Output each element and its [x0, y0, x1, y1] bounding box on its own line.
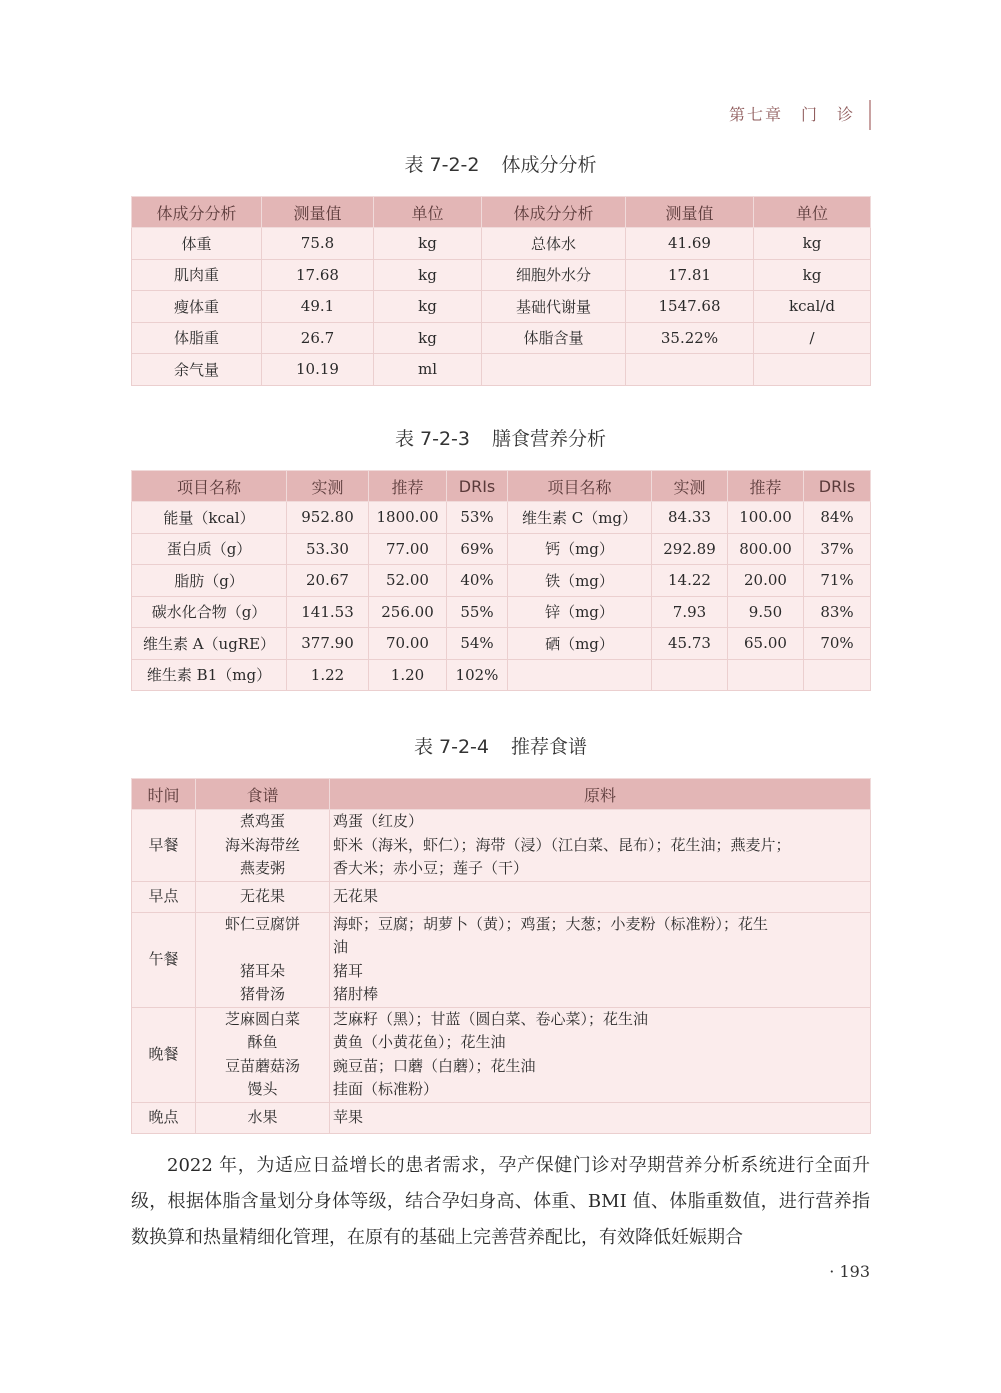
table-cell: 65.00: [728, 628, 804, 660]
table-cell: kg: [374, 228, 482, 260]
table-cell: 70.00: [369, 628, 447, 660]
table-cell: 41.69: [626, 228, 754, 260]
ingredient-line: 芝麻籽（黑）；甘蓝（圆白菜、卷心菜）；花生油: [333, 1009, 649, 1028]
ingredient-line: 猪肘棒: [333, 985, 379, 1003]
table-cell: 脂肪（g）: [132, 565, 287, 597]
table-cell: 17.81: [626, 259, 754, 291]
dish-name: 芝麻圆白菜: [224, 1009, 300, 1028]
ingredient-line: 海虾；豆腐；胡萝卜（黄）；鸡蛋；大葱；小麦粉（标准粉）；花生: [333, 914, 769, 933]
table-cell: 69%: [447, 533, 508, 565]
table-header-row: [132, 197, 871, 228]
column-header: 体成分分析: [482, 197, 626, 228]
table-cell: 54%: [447, 628, 508, 660]
table-cell: 256.00: [369, 596, 447, 628]
caption-label: 表 7-2-4: [413, 736, 489, 758]
table-cell: 952.80: [287, 502, 369, 534]
running-head: 第七章 门 诊: [729, 100, 871, 130]
table-caption-7-2-4: [0, 732, 1001, 759]
table-cell: 55%: [447, 596, 508, 628]
table-cell: 84%: [804, 502, 871, 534]
table-row: [132, 533, 871, 565]
dish-name: 煮鸡蛋: [239, 812, 285, 830]
table-cell: 26.7: [262, 322, 374, 354]
dishes-cell: [196, 1102, 330, 1133]
table-row: [132, 228, 871, 260]
table-row: [132, 565, 871, 597]
table-cell: [626, 354, 754, 386]
ingredient-line: 鸡蛋（红皮）: [333, 812, 424, 830]
table-cell: 71%: [804, 565, 871, 597]
table-cell: 锌（mg）: [508, 596, 652, 628]
table-cell: [728, 659, 804, 691]
table-cell: 292.89: [652, 533, 728, 565]
table-cell: kg: [754, 259, 871, 291]
dish-name: 无花果: [239, 886, 285, 905]
dish-name: 馒头: [247, 1080, 278, 1098]
column-header: 推荐: [369, 471, 447, 502]
ingredient-line: 挂面（标准粉）: [333, 1080, 439, 1098]
table-cell: 体脂重: [132, 322, 262, 354]
table-cell: 钙（mg）: [508, 533, 652, 565]
dish-name: 海米海带丝: [224, 835, 300, 854]
column-header: 实测: [287, 471, 369, 502]
column-header: 推荐: [728, 471, 804, 502]
ingredients-cell: [330, 1102, 871, 1133]
table-cell: 维生素 A（ugRE）: [132, 628, 287, 660]
dishes-cell: [196, 810, 330, 882]
table-cell: 40%: [447, 565, 508, 597]
ingredients-cell: [330, 810, 871, 882]
page-number: · 193: [829, 1262, 870, 1281]
table-cell: [754, 354, 871, 386]
table-cell: 52.00: [369, 565, 447, 597]
dishes-cell: [196, 881, 330, 912]
column-header: 单位: [754, 197, 871, 228]
table-caption-7-2-3: [0, 424, 1001, 451]
column-header: DRIs: [447, 471, 508, 502]
ingredients-cell: [330, 1007, 871, 1102]
table-cell: 53%: [447, 502, 508, 534]
ingredient-line: 无花果: [333, 886, 379, 905]
table-cell: 9.50: [728, 596, 804, 628]
caption-title: 推荐食谱: [511, 736, 588, 758]
dishes-cell: [196, 912, 330, 1007]
table-cell: kg: [374, 322, 482, 354]
table-cell: kg: [754, 228, 871, 260]
meal-time-cell: 早餐: [132, 810, 196, 882]
ingredient-line: 黄鱼（小黄花鱼）；花生油: [333, 1033, 506, 1051]
column-header: DRIs: [804, 471, 871, 502]
table-row: [132, 291, 871, 323]
table-row: [132, 810, 871, 882]
column-header: 测量值: [626, 197, 754, 228]
table-row: [132, 628, 871, 660]
ingredient-line: 猪耳: [333, 961, 364, 980]
table-cell: 维生素 B1（mg）: [132, 659, 287, 691]
column-header: 体成分分析: [132, 197, 262, 228]
ingredients-cell: [330, 881, 871, 912]
table-cell: 体重: [132, 228, 262, 260]
table-cell: 45.73: [652, 628, 728, 660]
meal-time-cell: 午餐: [132, 912, 196, 1007]
table-cell: 20.00: [728, 565, 804, 597]
column-header: 单位: [374, 197, 482, 228]
caption-label: 表 7-2-2: [404, 154, 480, 176]
recommended-recipe-table: [131, 778, 871, 1134]
caption-title: 体成分分析: [501, 154, 597, 176]
column-header: 项目名称: [132, 471, 287, 502]
table-cell: 硒（mg）: [508, 628, 652, 660]
table-cell: 14.22: [652, 565, 728, 597]
table-row: [132, 259, 871, 291]
table-cell: 37%: [804, 533, 871, 565]
meal-time-cell: 晚餐: [132, 1007, 196, 1102]
meal-time-cell: 晚点: [132, 1102, 196, 1133]
column-header: 实测: [652, 471, 728, 502]
table-cell: 基础代谢量: [482, 291, 626, 323]
table-cell: /: [754, 322, 871, 354]
table-cell: 碳水化合物（g）: [132, 596, 287, 628]
table-row: [132, 1007, 871, 1102]
table-cell: kcal/d: [754, 291, 871, 323]
table-row: [132, 322, 871, 354]
table-cell: 377.90: [287, 628, 369, 660]
table-cell: ml: [374, 354, 482, 386]
caption-label: 表 7-2-3: [394, 428, 470, 450]
table-cell: 84.33: [652, 502, 728, 534]
ingredient-line: 香大米；赤小豆；莲子（干）: [333, 859, 529, 877]
meal-time-cell: 早点: [132, 881, 196, 912]
column-header: 时间: [132, 779, 196, 810]
table-row: [132, 659, 871, 691]
table-cell: 20.67: [287, 565, 369, 597]
table-cell: [652, 659, 728, 691]
table-row: [132, 881, 871, 912]
table-cell: 77.00: [369, 533, 447, 565]
dish-name: 豆苗蘑菇汤: [224, 1056, 300, 1075]
table-cell: 1.20: [369, 659, 447, 691]
table-cell: 35.22%: [626, 322, 754, 354]
column-header: 食谱: [196, 779, 330, 810]
dishes-cell: [196, 1007, 330, 1102]
body-composition-table: [131, 196, 871, 386]
dish-name: 酥鱼: [247, 1033, 278, 1051]
column-header: 项目名称: [508, 471, 652, 502]
column-header: 测量值: [262, 197, 374, 228]
table-cell: [804, 659, 871, 691]
table-cell: kg: [374, 291, 482, 323]
table-cell: 瘦体重: [132, 291, 262, 323]
table-row: [132, 354, 871, 386]
table-cell: 100.00: [728, 502, 804, 534]
table-cell: 17.68: [262, 259, 374, 291]
table-row: [132, 1102, 871, 1133]
ingredient-line: 豌豆苗；口蘑（白蘑）；花生油: [333, 1056, 536, 1075]
table-cell: 维生素 C（mg）: [508, 502, 652, 534]
table-row: [132, 502, 871, 534]
table-cell: 细胞外水分: [482, 259, 626, 291]
dietary-nutrition-table: [131, 470, 871, 691]
ingredient-line: 苹果: [333, 1107, 364, 1126]
table-cell: 蛋白质（g）: [132, 533, 287, 565]
table-cell: [482, 354, 626, 386]
table-cell: 7.93: [652, 596, 728, 628]
table-cell: 1800.00: [369, 502, 447, 534]
dish-name: 水果: [247, 1107, 278, 1126]
table-cell: [508, 659, 652, 691]
table-caption-7-2-2: [0, 150, 1001, 177]
table-cell: 800.00: [728, 533, 804, 565]
dish-name: 燕麦粥: [239, 859, 285, 877]
table-cell: 总体水: [482, 228, 626, 260]
ingredient-line: 油: [333, 938, 349, 956]
table-cell: 体脂含量: [482, 322, 626, 354]
table-cell: 70%: [804, 628, 871, 660]
dish-name: [196, 936, 329, 960]
table-cell: 1547.68: [626, 291, 754, 323]
table-cell: 49.1: [262, 291, 374, 323]
table-cell: 能量（kcal）: [132, 502, 287, 534]
table-header-row: [132, 471, 871, 502]
table-cell: kg: [374, 259, 482, 291]
table-cell: 1.22: [287, 659, 369, 691]
table-cell: 53.30: [287, 533, 369, 565]
ingredients-cell: [330, 912, 871, 1007]
dish-name: 猪耳朵: [239, 961, 285, 980]
table-cell: 铁（mg）: [508, 565, 652, 597]
ingredient-line: 虾米（海米，虾仁）；海带（浸）（江白菜、昆布）；花生油；燕麦片；: [333, 835, 791, 854]
dish-name: 虾仁豆腐饼: [224, 914, 300, 933]
table-cell: 83%: [804, 596, 871, 628]
table-cell: 102%: [447, 659, 508, 691]
table-header-row: [132, 779, 871, 810]
body-paragraph: 2022 年，为适应日益增长的患者需求，孕产保健门诊对孕期营养分析系统进行全面升级，根据体脂含量划分身体等级，结合孕妇身高、体重、BMI 值、体脂重数值，进行营养指数换算和热量精细化管理，在原有的基础上完善营养配比，有效降低妊娠期合: [131, 1155, 870, 1248]
table-cell: 75.8: [262, 228, 374, 260]
table-cell: 141.53: [287, 596, 369, 628]
dish-name: 猪骨汤: [239, 985, 285, 1003]
table-cell: 10.19: [262, 354, 374, 386]
caption-title: 膳食营养分析: [492, 428, 607, 450]
column-header: 原料: [330, 779, 871, 810]
table-row: [132, 912, 871, 1007]
table-cell: 肌肉重: [132, 259, 262, 291]
table-cell: 余气量: [132, 354, 262, 386]
table-row: [132, 596, 871, 628]
